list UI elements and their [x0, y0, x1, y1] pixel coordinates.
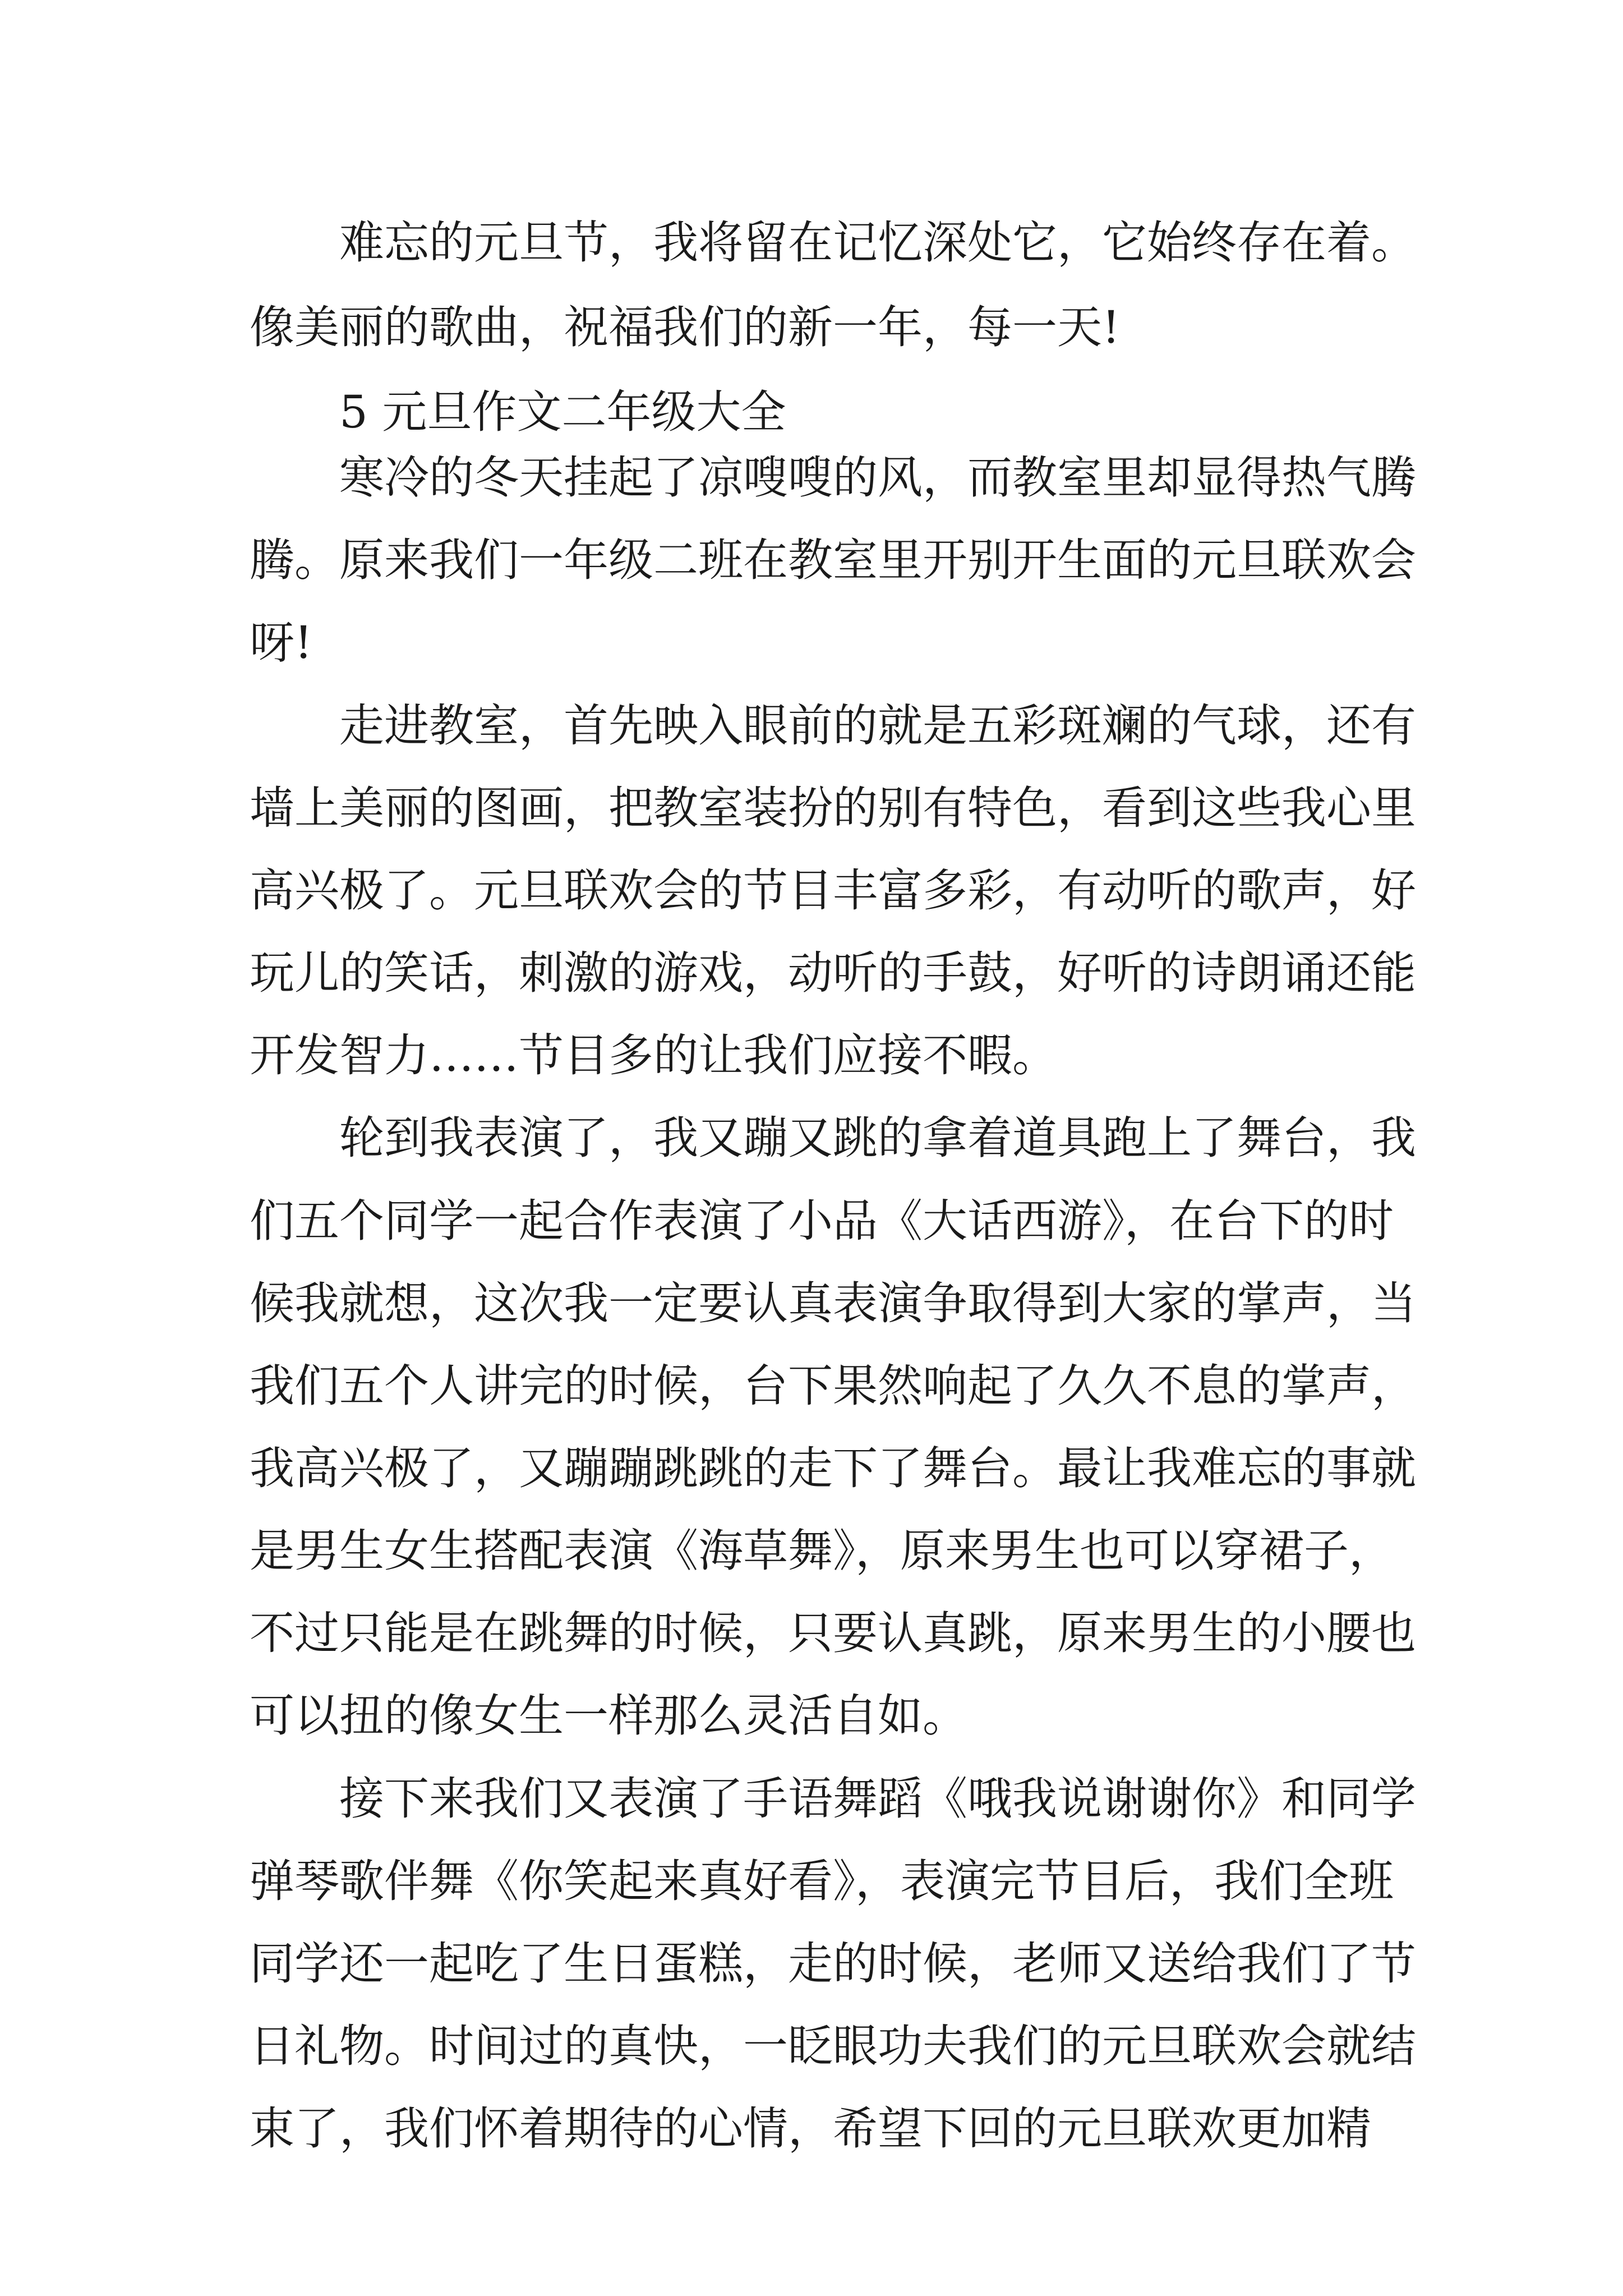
paragraph-line: 开发智力……节目多的让我们应接不暇。	[250, 1029, 1057, 1082]
paragraph-line: 呀!	[250, 616, 313, 669]
paragraph-line: 轮到我表演了，我又蹦又跳的拿着道具跑上了舞台，我	[339, 1112, 1416, 1164]
paragraph-line: 弹琴歌伴舞《你笑起来真好看》，表演完节目后，我们全班	[250, 1855, 1394, 1907]
paragraph-line: 高兴极了。元旦联欢会的节目丰富多彩，有动听的歌声，好	[250, 864, 1416, 917]
paragraph-line: 是男生女生搭配表演《海草舞》，原来男生也可以穿裙子，	[250, 1525, 1394, 1577]
paragraph-line: 玩儿的笑话，刺激的游戏，动听的手鼓，好听的诗朗诵还能	[250, 947, 1416, 999]
paragraph-line: 寒冷的冬天挂起了凉嗖嗖的风，而教室里却显得热气腾	[339, 452, 1416, 504]
paragraph-line: 束了，我们怀着期待的心情，希望下回的元旦联欢更加精	[250, 2102, 1371, 2155]
paragraph-line: 接下来我们又表演了手语舞蹈《哦我说谢谢你》和同学	[339, 1773, 1416, 1825]
section-heading: 5 元旦作文二年级大全	[339, 386, 786, 438]
paragraph-line: 我高兴极了，又蹦蹦跳跳的走下了舞台。最让我难忘的事就	[250, 1442, 1416, 1494]
paragraph-line: 候我就想，这次我一定要认真表演争取得到大家的掌声，当	[250, 1277, 1416, 1329]
paragraph-line: 难忘的元旦节，我将留在记忆深处它，它始终存在着。	[339, 217, 1416, 269]
paragraph-line: 像美丽的歌曲，祝福我们的新一年，每一天!	[250, 301, 1121, 353]
paragraph-line: 不过只能是在跳舞的时候，只要认真跳，原来男生的小腰也	[250, 1607, 1416, 1659]
paragraph-line: 我们五个人讲完的时候，台下果然响起了久久不息的掌声，	[250, 1360, 1416, 1412]
paragraph-line: 腾。原来我们一年级二班在教室里开别开生面的元旦联欢会	[250, 534, 1416, 586]
paragraph-line: 可以扭的像女生一样那么灵活自如。	[250, 1690, 967, 1742]
paragraph-line: 同学还一起吃了生日蛋糕，走的时候，老师又送给我们了节	[250, 1938, 1416, 1990]
paragraph-line: 墙上美丽的图画，把教室装扮的别有特色，看到这些我心里	[250, 782, 1416, 834]
paragraph-line: 们五个同学一起合作表演了小品《大话西游》，在台下的时	[250, 1195, 1394, 1247]
paragraph-line: 走进教室，首先映入眼前的就是五彩斑斓的气球，还有	[339, 700, 1416, 752]
paragraph-line: 日礼物。时间过的真快，一眨眼功夫我们的元旦联欢会就结	[250, 2020, 1416, 2072]
